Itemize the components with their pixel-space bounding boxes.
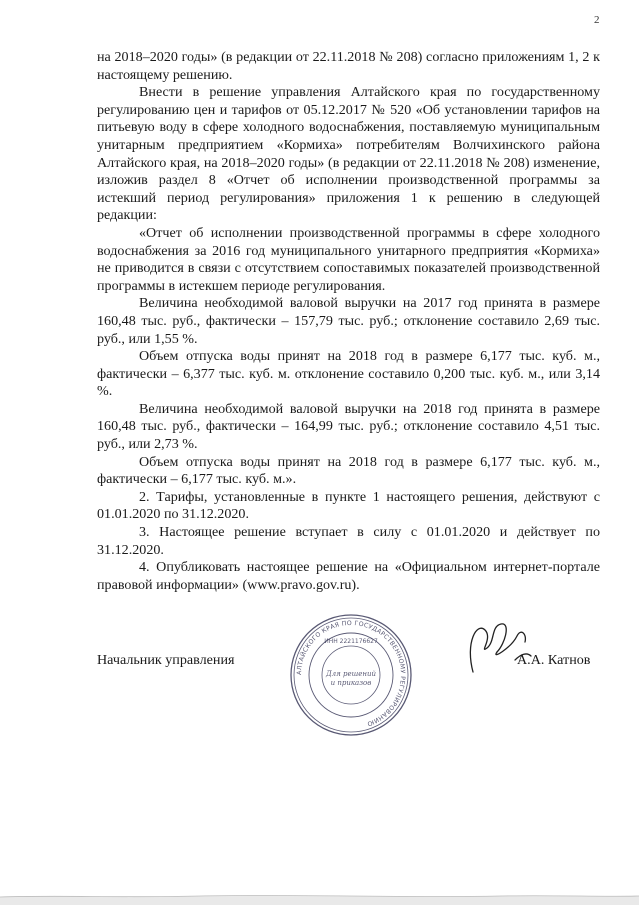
position-title: Начальник управления <box>97 652 235 668</box>
paragraph-item-2: 2. Тарифы, установленные в пункте 1 настоящего решения, действуют с 01.01.2020 по 31.12.2020. <box>97 488 600 523</box>
paragraph-item-3: 3. Настоящее решение вступает в силу с 01.01.2020 и действует по 31.12.2020. <box>97 524 600 558</box>
stamp-center-line2: и приказов <box>330 679 372 687</box>
paragraph-revenue-2018: Величина необходимой валовой выручки на 2018 год принята в размере 160,48 тыс. руб., фактически – 164,99 тыс. руб.; отклонение составило 4,51 тыс. руб., или 2,73 %. <box>97 400 600 453</box>
document-body <box>97 49 600 594</box>
paragraph-amendment: Внести в решение управления Алтайского края по государственному регулированию цен и тарифов от 05.12.2017 № 520 «Об установлении тарифов на питьевую воду в сфере холодного водоснабжения, поставляемую муниципальным унитарным предприятием «Кормиха» потребителям Волчихинского района Алтайского края, на 2018–2020 годы» (в редакции от 22.11.2018 № 208) изменение, изложив раздел 8 «Отчет об исполнении производственной программы за истекший период регулирования» приложения 1 к решению в следующей редакции: <box>97 84 600 224</box>
scan-edge <box>0 889 639 905</box>
paragraph-revenue-2017: Величина необходимой валовой выручки на 2017 год принята в размере 160,48 тыс. руб., фактически – 157,79 тыс. руб.; отклонение составило 2,69 тыс. руб., или 1,55 %. <box>97 295 600 347</box>
stamp-id-text: ИНН 2221176627 <box>324 638 378 645</box>
official-stamp <box>288 612 414 738</box>
paragraph-water-volume-a: Объем отпуска воды принят на 2018 год в размере 6,177 тыс. куб. м., фактически – 6,377 тыс. куб. м. отклонение составило 0,200 тыс. куб. м., или 3,14 %. <box>97 348 600 400</box>
page-number: 2 <box>594 14 600 26</box>
handwritten-signature <box>455 612 535 682</box>
paragraph-water-volume-b: Объем отпуска воды принят на 2018 год в размере 6,177 тыс. куб. м., фактически – 6,177 тыс. куб. м.». <box>97 453 600 488</box>
signer-name: А.А. Катнов <box>517 652 591 668</box>
paragraph-item-4: 4. Опубликовать настоящее решение на «Официальном интернет-портале правовой информации» (www.pravo.gov.ru). <box>97 559 600 593</box>
paragraph-continuation: на 2018–2020 годы» (в редакции от 22.11.2018 № 208) согласно приложениям 1, 2 к настоящему решению. <box>97 49 600 83</box>
stamp-center-line1: Для решений <box>325 670 377 678</box>
stamp-ring-text: АЛТАЙСКОГО КРАЯ ПО ГОСУДАРСТВЕННОМУ РЕГУЛИРОВАНИЮ <box>295 619 407 728</box>
paragraph-report-intro: «Отчет об исполнении производственной программы в сфере холодного водоснабжения за 2016 год муниципального унитарного предприятия «Кормиха» не приводится в связи с отсутствием сопоставимых показателей производственной программы в истекшем периоде регулирования. <box>97 224 600 294</box>
